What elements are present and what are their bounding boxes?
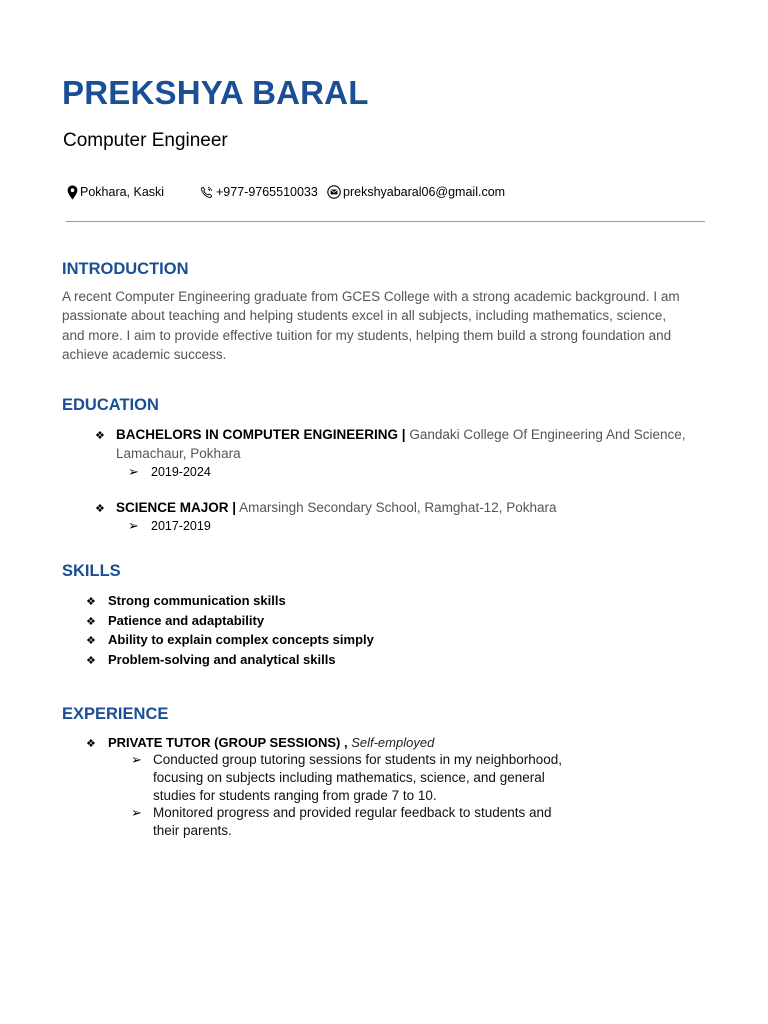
education-degree: BACHELORS IN COMPUTER ENGINEERING | [116, 427, 406, 442]
candidate-name: PREKSHYA BARAL [62, 74, 369, 111]
introduction-line: and more. I aim to provide effective tuition for my students, helping them build a strong foundation and [62, 327, 672, 343]
experience-point-line: studies for students ranging from grade 7 to 10. [153, 787, 437, 803]
education-heading: EDUCATION [62, 396, 159, 414]
arrow-bullet-icon: ➢ [128, 518, 139, 533]
contact-phone [200, 183, 318, 201]
introduction-line: A recent Computer Engineering graduate from GCES College with a strong academic background. I am [62, 289, 680, 304]
skill-item: Problem-solving and analytical skills [108, 652, 336, 667]
diamond-bullet-icon: ❖ [95, 503, 105, 515]
experience-position: PRIVATE TUTOR (GROUP SESSIONS) , [108, 735, 348, 750]
diamond-bullet-icon: ❖ [95, 430, 105, 442]
skill-item: Strong communication skills [108, 593, 286, 608]
experience-point-line: Conducted group tutoring sessions for students in my neighborhood, [153, 752, 563, 767]
experience-point [153, 751, 562, 804]
phone-icon [200, 186, 213, 199]
skill-item: Patience and adaptability [108, 613, 265, 628]
arrow-bullet-icon: ➢ [131, 752, 142, 767]
education-institution: Amarsingh Secondary School, Ramghat-12, Pokhara [239, 500, 557, 515]
education-entry-line1 [116, 498, 716, 518]
education-entry-line1 [116, 425, 716, 445]
phone-text: +977-9765510033 [216, 185, 318, 199]
experience-point-line: their parents. [153, 822, 232, 838]
arrow-bullet-icon: ➢ [131, 805, 142, 820]
header-divider [66, 221, 705, 222]
map-pin-icon [67, 185, 78, 200]
contact-email [327, 183, 505, 201]
experience-point-line: focusing on subjects including mathematics, science, and general [153, 769, 545, 785]
education-years: 2019-2024 [151, 465, 211, 479]
experience-point-line: Monitored progress and provided regular feedback to students and [153, 805, 552, 820]
skill-item: Ability to explain complex concepts simply [108, 632, 374, 647]
introduction-line: achieve academic success. [62, 347, 227, 363]
arrow-bullet-icon: ➢ [128, 464, 139, 479]
education-degree: SCIENCE MAJOR | [116, 500, 237, 515]
introduction-heading: INTRODUCTION [62, 260, 189, 278]
introduction-line: passionate about teaching and helping students excel in all subjects, including mathematics, science, [62, 308, 667, 324]
skills-heading: SKILLS [62, 562, 121, 580]
experience-heading: EXPERIENCE [62, 705, 169, 723]
education-years: 2017-2019 [151, 519, 211, 533]
experience-employer: Self-employed [351, 735, 435, 750]
diamond-bullet-icon: ❖ [86, 596, 96, 608]
job-title: Computer Engineer [63, 130, 228, 151]
contact-location [67, 183, 164, 201]
diamond-bullet-icon: ❖ [86, 655, 96, 667]
diamond-bullet-icon: ❖ [86, 738, 96, 750]
diamond-bullet-icon: ❖ [86, 616, 96, 628]
location-text: Pokhara, Kaski [80, 185, 165, 199]
experience-entry [108, 733, 434, 753]
education-institution: Gandaki College Of Engineering And Science, [409, 427, 686, 442]
introduction-paragraph [62, 287, 712, 365]
email-text[interactable]: prekshyabaral06@gmail.com [343, 185, 506, 199]
diamond-bullet-icon: ❖ [86, 635, 96, 647]
education-institution-cont: Lamachaur, Pokhara [116, 446, 241, 461]
email-icon [327, 185, 341, 199]
experience-point [153, 804, 552, 840]
